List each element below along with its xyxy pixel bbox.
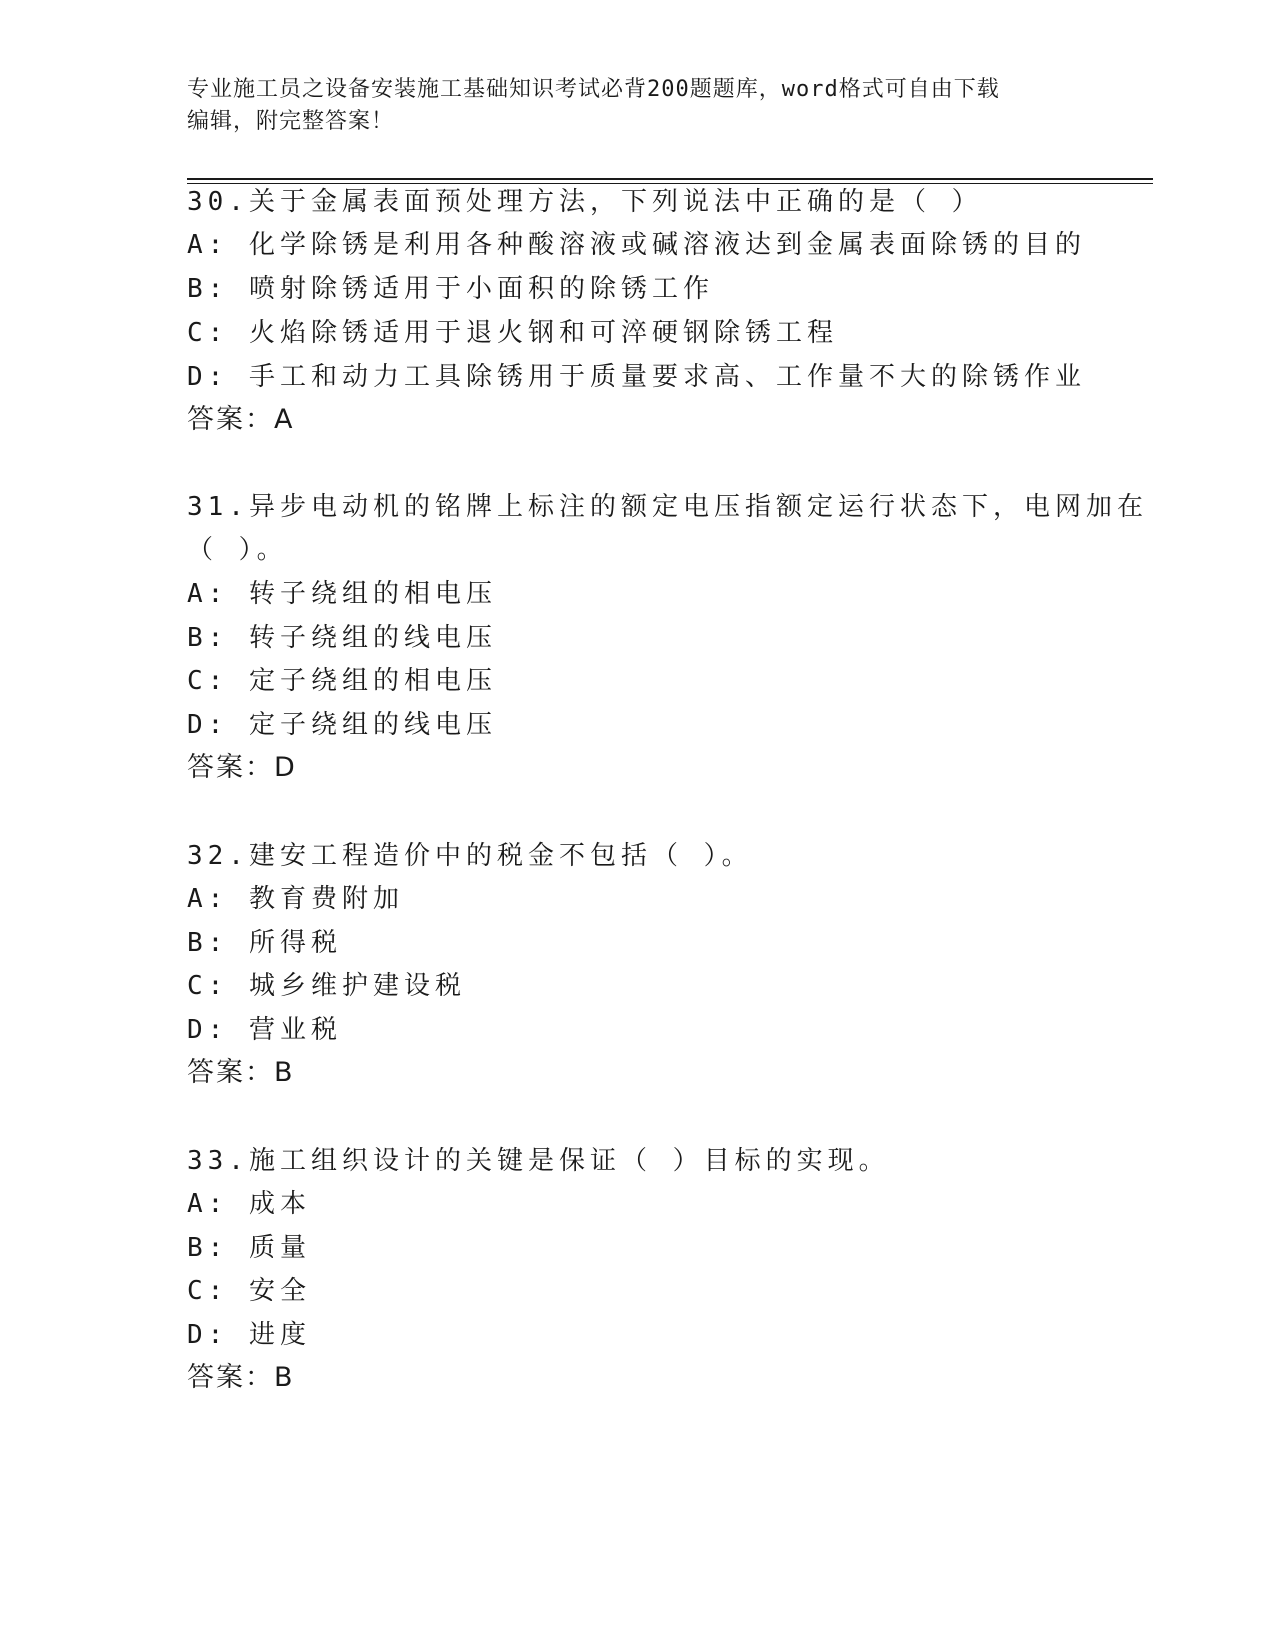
question-stem: 31.异步电动机的铭牌上标注的额定电压指额定运行状态下，电网加在 — [187, 492, 1148, 522]
answer: 答案：B — [187, 1057, 295, 1088]
answer: 答案：A — [187, 404, 295, 435]
option-d: D: 手工和动力工具除锈用于质量要求高、工作量不大的除锈作业 — [187, 362, 1086, 392]
option-d: D: 进度 — [187, 1320, 311, 1350]
option-b: B: 转子绕组的线电压 — [187, 623, 497, 653]
option-b: B: 所得税 — [187, 928, 342, 958]
question-stem-continued: （ ）。 — [187, 535, 288, 565]
question-stem: 32.建安工程造价中的税金不包括（ ）。 — [187, 841, 753, 871]
option-c: C: 城乡维护建设税 — [187, 971, 466, 1001]
option-a: A: 化学除锈是利用各种酸溶液或碱溶液达到金属表面除锈的目的 — [187, 230, 1086, 260]
option-a: A: 转子绕组的相电压 — [187, 579, 497, 609]
option-d: D: 营业税 — [187, 1015, 342, 1045]
question-stem: 30.关于金属表面预处理方法，下列说法中正确的是（ ） — [187, 187, 983, 217]
answer: 答案：B — [187, 1362, 295, 1393]
option-b: B: 质量 — [187, 1233, 311, 1263]
header-divider-thick — [187, 178, 1153, 180]
option-a: A: 成本 — [187, 1189, 311, 1219]
option-b: B: 喷射除锈适用于小面积的除锈工作 — [187, 274, 714, 304]
option-a: A: 教育费附加 — [187, 884, 404, 914]
header-divider-thin — [187, 183, 1153, 184]
option-c: C: 定子绕组的相电压 — [187, 666, 497, 696]
header-line-2: 编辑，附完整答案！ — [187, 109, 395, 134]
option-c: C: 安全 — [187, 1276, 311, 1306]
answer: 答案：D — [187, 752, 297, 783]
header-line-1: 专业施工员之设备安装施工基础知识考试必背200题题库，word格式可自由下载 — [187, 77, 1000, 102]
question-stem: 33.施工组织设计的关键是保证（ ）目标的实现。 — [187, 1146, 890, 1176]
document-header — [187, 74, 1087, 138]
option-d: D: 定子绕组的线电压 — [187, 710, 497, 740]
option-c: C: 火焰除锈适用于退火钢和可淬硬钢除锈工程 — [187, 318, 838, 348]
